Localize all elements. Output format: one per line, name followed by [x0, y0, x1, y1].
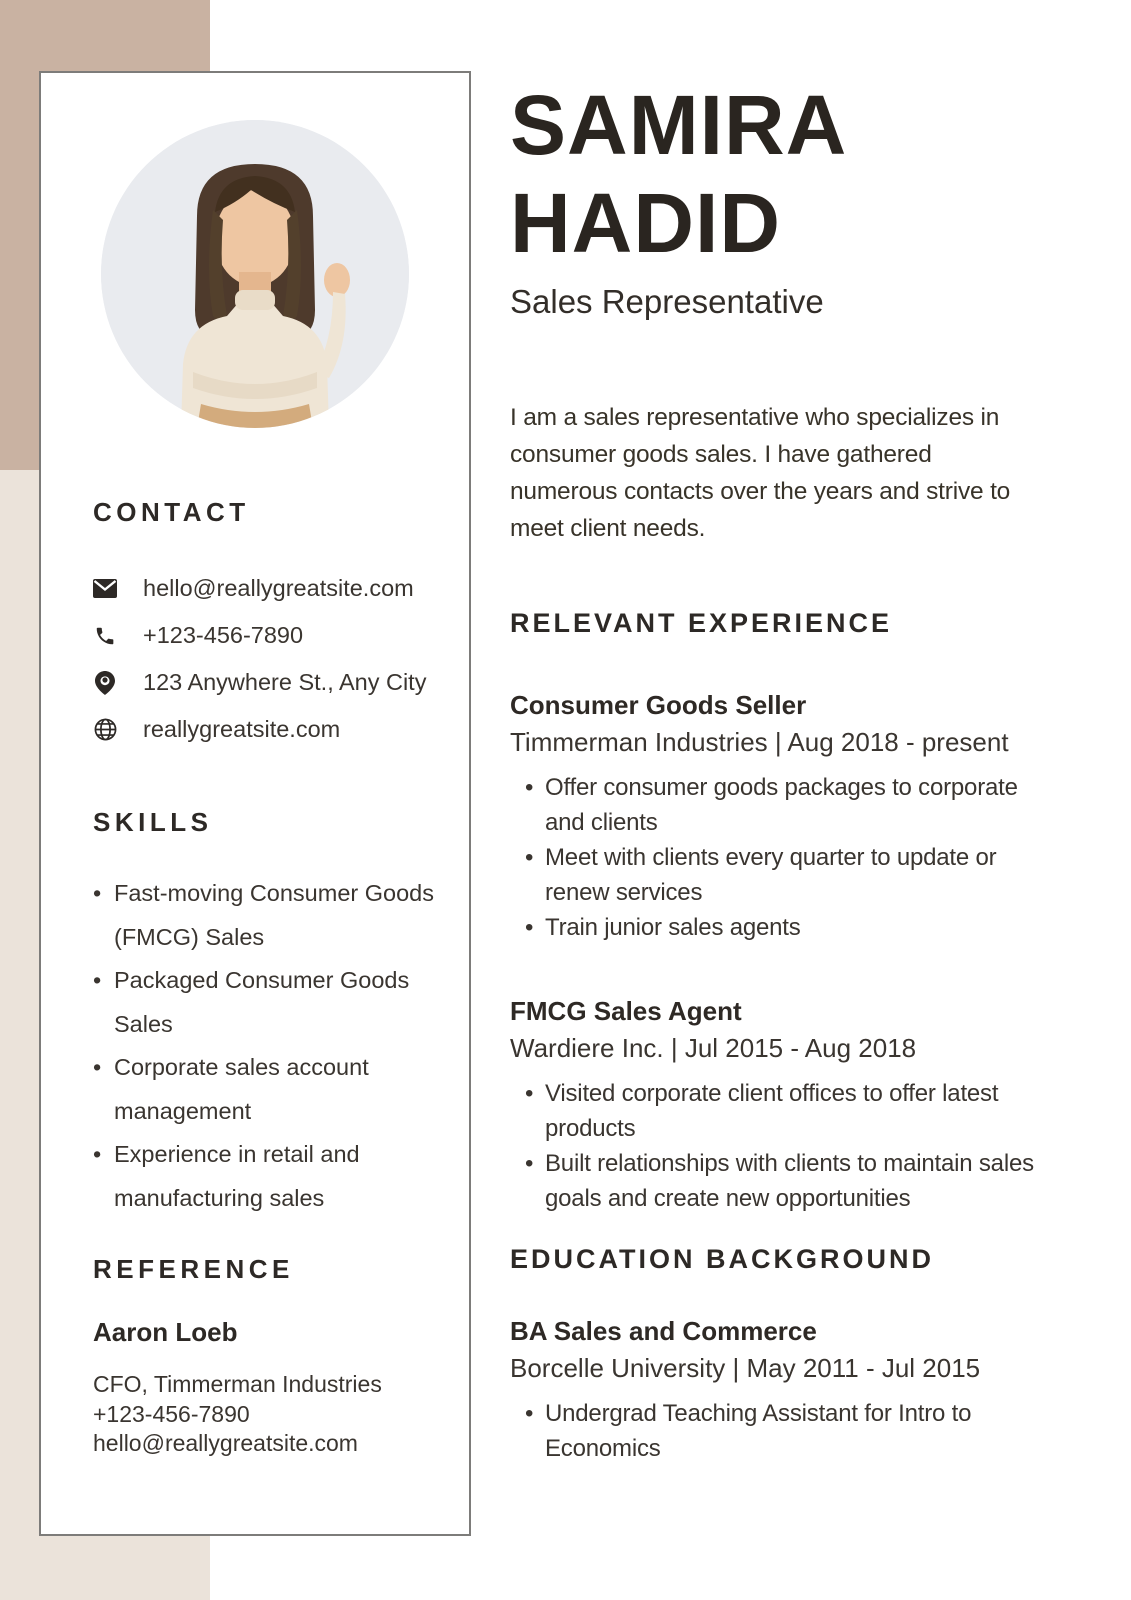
contact-row-address	[93, 670, 445, 695]
contact-row-website	[93, 717, 445, 742]
skills-list	[93, 872, 445, 1220]
job-role: Sales Representative	[510, 283, 824, 320]
contact-heading: CONTACT	[93, 497, 250, 527]
profile-photo	[101, 120, 409, 428]
phone-icon	[93, 624, 117, 648]
list-item: • Meet with clients every quarter to update or renew services	[510, 840, 1055, 910]
bullet-icon: •	[93, 880, 102, 906]
reference-name: Aaron Loeb	[93, 1317, 238, 1347]
list-item: • Fast-moving Consumer Goods (FMCG) Sales	[93, 872, 445, 959]
reference-heading: REFERENCE	[93, 1254, 294, 1284]
bullet-icon: •	[93, 1141, 102, 1167]
bullet-icon: •	[525, 1080, 534, 1107]
contact-row-email	[93, 576, 445, 601]
list-item: • Visited corporate client offices to offer latest products	[510, 1076, 1055, 1146]
job-bullets	[510, 770, 1055, 945]
contact-phone: +123-456-7890	[143, 622, 304, 648]
job-meta: Wardiere Inc. | Jul 2015 - Aug 2018	[510, 1033, 917, 1063]
list-item: • Corporate sales account management	[93, 1046, 445, 1133]
reference-email: hello@reallygreatsite.com	[93, 1430, 358, 1456]
contact-list	[93, 576, 445, 742]
contact-website: reallygreatsite.com	[143, 716, 341, 742]
email-icon	[93, 577, 117, 601]
list-item: • Train junior sales agents	[510, 910, 1055, 945]
page-title	[510, 76, 847, 272]
bullet-icon: •	[93, 1054, 102, 1080]
experience-heading: RELEVANT EXPERIENCE	[510, 608, 893, 638]
degree-title: BA Sales and Commerce	[510, 1316, 817, 1346]
contact-address: 123 Anywhere St., Any City	[143, 669, 427, 695]
job-meta: Timmerman Industries | Aug 2018 - present	[510, 727, 1009, 757]
skills-heading: SKILLS	[93, 807, 213, 837]
contact-email: hello@reallygreatsite.com	[143, 575, 414, 601]
portrait-illustration	[101, 120, 409, 428]
reference-details	[93, 1370, 445, 1459]
profile-summary: I am a sales representative who specializes in consumer goods sales. I have gathered numerous contacts over the years and strive to meet client needs.	[510, 404, 1011, 542]
list-item: • Packaged Consumer Goods Sales	[93, 959, 445, 1046]
reference-section	[93, 1254, 445, 1459]
reference-role: CFO, Timmerman Industries	[93, 1371, 382, 1397]
bullet-icon: •	[93, 967, 102, 993]
location-icon	[93, 671, 117, 695]
education-meta: Borcelle University | May 2011 - Jul 2015	[510, 1353, 981, 1383]
name-line-2: HADID	[510, 176, 781, 270]
job-title: Consumer Goods Seller	[510, 690, 807, 720]
experience-job-2	[510, 996, 1070, 1216]
bullet-icon: •	[525, 914, 534, 941]
education-entry	[510, 1316, 1070, 1466]
list-item: • Experience in retail and manufacturing sales	[93, 1133, 445, 1220]
bullet-icon: •	[525, 1150, 534, 1177]
sidebar-card	[39, 71, 471, 1536]
list-item: • Offer consumer goods packages to corporate and clients	[510, 770, 1055, 840]
name-line-1: SAMIRA	[510, 78, 848, 172]
job-bullets	[510, 1076, 1055, 1216]
list-item: • Built relationships with clients to maintain sales goals and create new opportunities	[510, 1146, 1055, 1216]
bullet-icon: •	[525, 1400, 534, 1427]
bullet-icon: •	[525, 844, 534, 871]
job-title: FMCG Sales Agent	[510, 996, 742, 1026]
list-item: • Undergrad Teaching Assistant for Intro to Economics	[510, 1396, 1055, 1466]
globe-icon	[93, 718, 117, 742]
education-bullets	[510, 1396, 1055, 1466]
education-heading: EDUCATION BACKGROUND	[510, 1244, 934, 1274]
contact-section	[93, 497, 445, 764]
contact-row-phone	[93, 623, 445, 648]
skills-section	[93, 807, 445, 1220]
reference-phone: +123-456-7890	[93, 1400, 250, 1427]
bullet-icon: •	[525, 774, 534, 801]
experience-job-1	[510, 690, 1070, 945]
